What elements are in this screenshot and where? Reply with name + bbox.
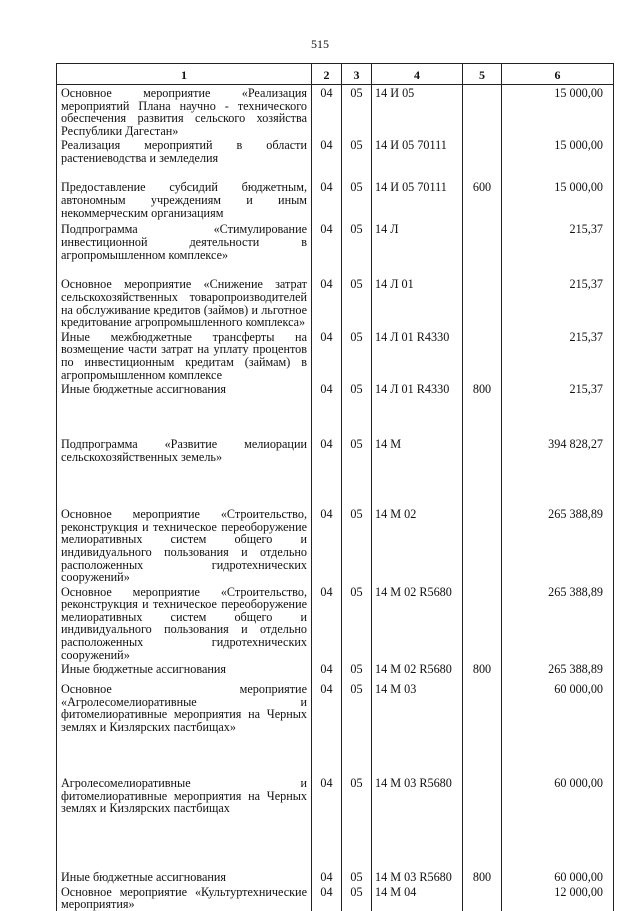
row-name: Реализация мероприятий в области растениеводства и земледелия [57, 137, 312, 179]
table-row [57, 276, 614, 328]
table-row [57, 884, 614, 911]
row-col2: 04 [312, 884, 342, 911]
row-col2: 04 [312, 85, 342, 138]
row-code: 14 М [372, 436, 463, 506]
row-col5 [463, 137, 502, 179]
row-amount: 12 000,00 [502, 884, 614, 911]
row-col3: 05 [342, 381, 372, 436]
row-code: 14 М 02 R5680 [372, 584, 463, 662]
table-row [57, 436, 614, 506]
row-name: Основное мероприятие «Снижение затрат сельскохозяйственных товаропроизводителей на обслуживание кредитов (займов) и льготное кредитование агропромышленного комплекса» [57, 276, 312, 328]
row-code: 14 И 05 [372, 85, 463, 138]
row-col5: 800 [463, 661, 502, 681]
row-amount: 265 388,89 [502, 506, 614, 584]
row-amount: 15 000,00 [502, 179, 614, 221]
row-amount: 215,37 [502, 329, 614, 381]
table-row [57, 221, 614, 276]
row-code: 14 Л 01 R4330 [372, 381, 463, 436]
row-col5 [463, 436, 502, 506]
column-header-6: 6 [502, 64, 614, 85]
row-amount: 60 000,00 [502, 681, 614, 775]
row-name: Основное мероприятие «Строительство, реконструкция и техническое переоборужение мелиоративных систем общего и индивидуального пользования и отдельно расположенных гидротехнических сооружений» [57, 584, 312, 662]
row-amount: 15 000,00 [502, 85, 614, 138]
row-name: Предоставление субсидий бюджетным, автономным учреждениям и иным некоммерческим организациям [57, 179, 312, 221]
column-header-3: 3 [342, 64, 372, 85]
row-col2: 04 [312, 436, 342, 506]
row-amount: 215,37 [502, 221, 614, 276]
table-row [57, 584, 614, 662]
column-header-4: 4 [372, 64, 463, 85]
row-code: 14 Л [372, 221, 463, 276]
row-amount: 265 388,89 [502, 584, 614, 662]
row-col2: 04 [312, 381, 342, 436]
column-header-5: 5 [463, 64, 502, 85]
row-code: 14 И 05 70111 [372, 179, 463, 221]
row-name: Основное мероприятие «Реализация мероприятий Плана научно - технического обеспечения развития сельского хозяйства Республики Дагестан» [57, 85, 312, 138]
row-col2: 04 [312, 221, 342, 276]
row-col2: 04 [312, 276, 342, 328]
row-col2: 04 [312, 506, 342, 584]
row-col3: 05 [342, 221, 372, 276]
row-code: 14 М 03 R5680 [372, 775, 463, 869]
row-code: 14 М 04 [372, 884, 463, 911]
row-col3: 05 [342, 179, 372, 221]
table-header-row [57, 64, 614, 85]
row-col2: 04 [312, 137, 342, 179]
row-col5 [463, 681, 502, 775]
table-row [57, 85, 614, 138]
row-code: 14 Л 01 R4330 [372, 329, 463, 381]
row-col2: 04 [312, 179, 342, 221]
row-col3: 05 [342, 329, 372, 381]
row-name: Иные бюджетные ассигнования [57, 661, 312, 681]
row-col2: 04 [312, 681, 342, 775]
row-col3: 05 [342, 869, 372, 884]
row-col3: 05 [342, 661, 372, 681]
row-code: 14 М 03 [372, 681, 463, 775]
row-code: 14 М 03 R5680 [372, 869, 463, 884]
row-col3: 05 [342, 276, 372, 328]
row-amount: 215,37 [502, 276, 614, 328]
row-code: 14 И 05 70111 [372, 137, 463, 179]
row-col3: 05 [342, 85, 372, 138]
table-row [57, 381, 614, 436]
row-name: Основное мероприятие «Строительство, реконструкция и техническое переоборужение мелиоративных систем общего и индивидуального пользования и отдельно расположенных гидротехнических сооружений» [57, 506, 312, 584]
row-col5 [463, 221, 502, 276]
table-row [57, 137, 614, 179]
row-col5 [463, 85, 502, 138]
table-row [57, 506, 614, 584]
page-number: 515 [311, 37, 329, 51]
table-row [57, 179, 614, 221]
row-col5 [463, 506, 502, 584]
table-row [57, 661, 614, 681]
row-code: 14 Л 01 [372, 276, 463, 328]
row-amount: 15 000,00 [502, 137, 614, 179]
row-name: Подпрограмма «Стимулирование инвестиционной деятельности в агропромышленном комплексе» [57, 221, 312, 276]
row-col3: 05 [342, 506, 372, 584]
row-col5 [463, 276, 502, 328]
row-amount: 60 000,00 [502, 869, 614, 884]
row-col3: 05 [342, 681, 372, 775]
table-row [57, 329, 614, 381]
row-name: Иные межбюджетные трансферты на возмещение части затрат на уплату процентов по инвестиционным кредитам (займам) в агропромышленном комплексе [57, 329, 312, 381]
row-code: 14 М 02 R5680 [372, 661, 463, 681]
table-row [57, 775, 614, 869]
row-name: Подпрограмма «Развитие мелиорации сельскохозяйственных земель» [57, 436, 312, 506]
row-name: Агролесомелиоративные и фитомелиоративные мероприятия на Черных землях и Кизлярских пастбищах [57, 775, 312, 869]
row-col3: 05 [342, 584, 372, 662]
row-amount: 60 000,00 [502, 775, 614, 869]
row-col5 [463, 584, 502, 662]
row-col3: 05 [342, 775, 372, 869]
row-col3: 05 [342, 884, 372, 911]
row-col2: 04 [312, 775, 342, 869]
row-col5 [463, 775, 502, 869]
row-amount: 265 388,89 [502, 661, 614, 681]
row-col2: 04 [312, 329, 342, 381]
column-header-1: 1 [57, 64, 312, 85]
row-col2: 04 [312, 661, 342, 681]
row-col5: 800 [463, 381, 502, 436]
table-row [57, 681, 614, 775]
table-row [57, 869, 614, 884]
row-col2: 04 [312, 584, 342, 662]
row-code: 14 М 02 [372, 506, 463, 584]
column-header-2: 2 [312, 64, 342, 85]
row-name: Иные бюджетные ассигнования [57, 381, 312, 436]
row-amount: 394 828,27 [502, 436, 614, 506]
row-col5: 800 [463, 869, 502, 884]
row-col3: 05 [342, 137, 372, 179]
row-name: Иные бюджетные ассигнования [57, 869, 312, 884]
row-amount: 215,37 [502, 381, 614, 436]
budget-table [56, 63, 614, 911]
row-name: Основное мероприятие «Агролесомелиоративные и фитомелиоративные мероприятия на Черных землях и Кизлярских пастбищах» [57, 681, 312, 775]
row-col5 [463, 884, 502, 911]
row-col5 [463, 329, 502, 381]
row-col3: 05 [342, 436, 372, 506]
row-col2: 04 [312, 869, 342, 884]
row-name: Основное мероприятие «Культуртехнические мероприятия» [57, 884, 312, 911]
row-col5: 600 [463, 179, 502, 221]
